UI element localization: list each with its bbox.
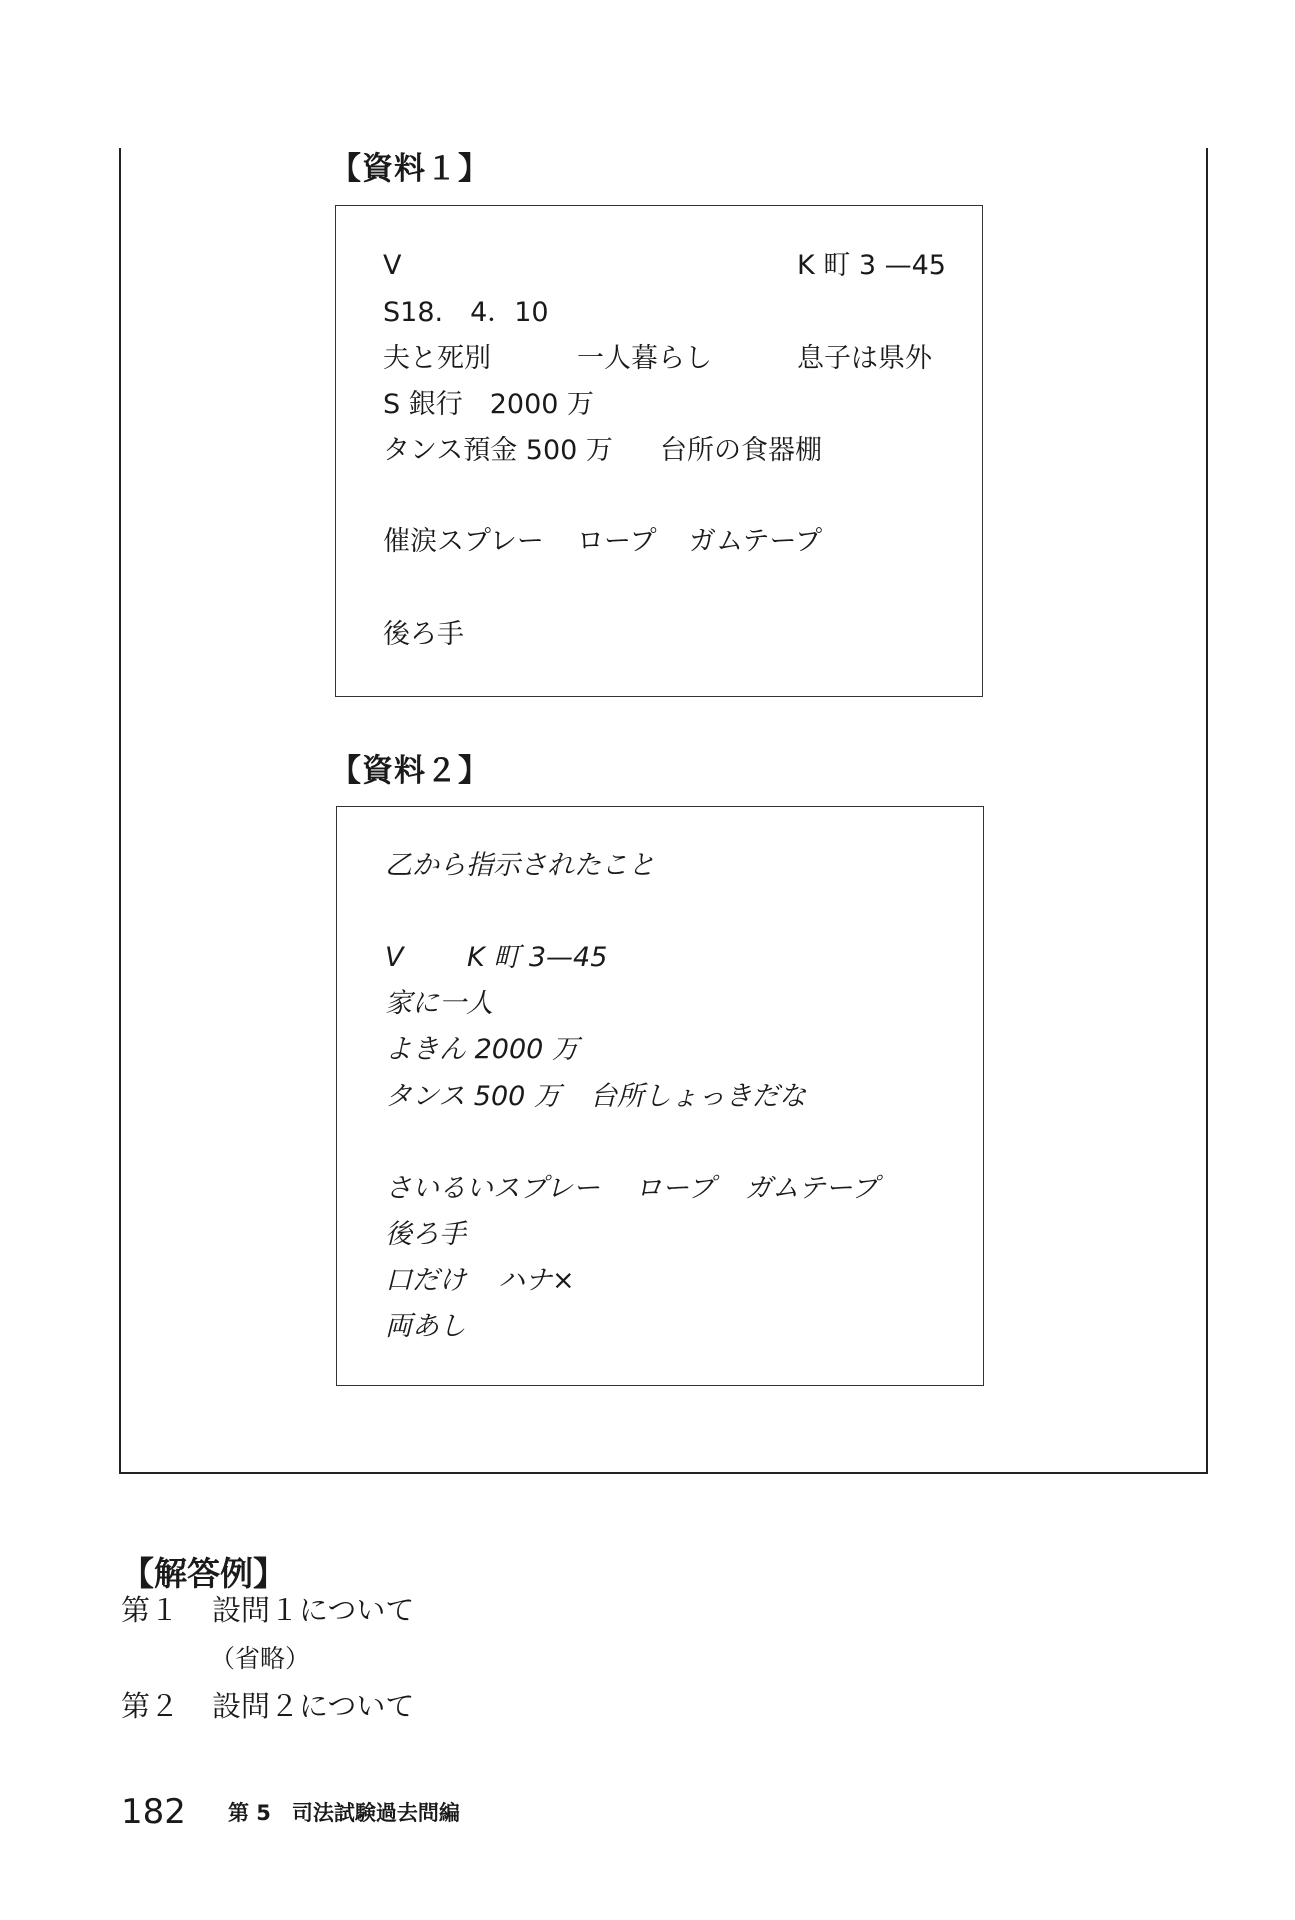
m1-line1-right: K 町 3 —45 <box>797 250 946 281</box>
m2-line6-b: ロープ <box>635 1173 715 1204</box>
m2-line8-b: ハナ× <box>498 1265 575 1296</box>
answer-q1-number: 第１ <box>121 1593 180 1627</box>
m2-line3: 家に一人 <box>385 988 493 1019</box>
material1-title: 【資料１】 <box>330 151 490 187</box>
m1-line1-left: V <box>383 250 402 281</box>
answer-q2-text: 設問２について <box>212 1689 415 1723</box>
m2-line1: 乙から指示されたこと <box>385 850 655 881</box>
m1-line3-c: 息子は県外 <box>797 343 932 374</box>
material2-title: 【資料２】 <box>330 753 490 789</box>
m1-line5-a: タンス預金 500 万 <box>383 435 613 466</box>
m2-line8-a: 口だけ <box>385 1265 466 1296</box>
m1-line6-a: 催涙スプレー <box>383 526 544 557</box>
m2-line5-b: 台所しょっきだな <box>590 1081 806 1112</box>
m1-line6-c: ガムテープ <box>689 526 823 557</box>
m1-line5-b: 台所の食器棚 <box>660 435 822 466</box>
answer-q1-text: 設問１について <box>212 1593 415 1627</box>
m2-line2-a: V <box>385 942 404 973</box>
answer-q1-omitted: （省略） <box>210 1644 311 1673</box>
answer-title: 【解答例】 <box>121 1554 286 1593</box>
m1-line7: 後ろ手 <box>383 619 464 650</box>
m2-line4: よきん 2000 万 <box>385 1034 579 1065</box>
m2-line6-a: さいるいスプレー <box>385 1173 600 1204</box>
chapter-title: 第 5 司法試験過去問編 <box>228 1801 460 1825</box>
m1-line2: S18. 4．10 <box>383 297 549 328</box>
m1-line4: S 銀行 2000 万 <box>383 389 595 420</box>
m2-line6-c: ガムテープ <box>745 1173 879 1204</box>
m1-line3-b: 一人暮らし <box>577 343 712 374</box>
m1-line6-b: ロープ <box>577 526 657 557</box>
m1-line3-a: 夫と死別 <box>383 343 491 374</box>
m2-line7: 後ろ手 <box>385 1219 466 1250</box>
page-number: 182 <box>121 1792 186 1832</box>
answer-q2-number: 第２ <box>121 1689 180 1723</box>
m2-line9: 両あし <box>385 1311 466 1342</box>
m2-line5-a: タンス 500 万 <box>385 1081 561 1112</box>
m2-line2-b: K 町 3—45 <box>467 942 608 973</box>
